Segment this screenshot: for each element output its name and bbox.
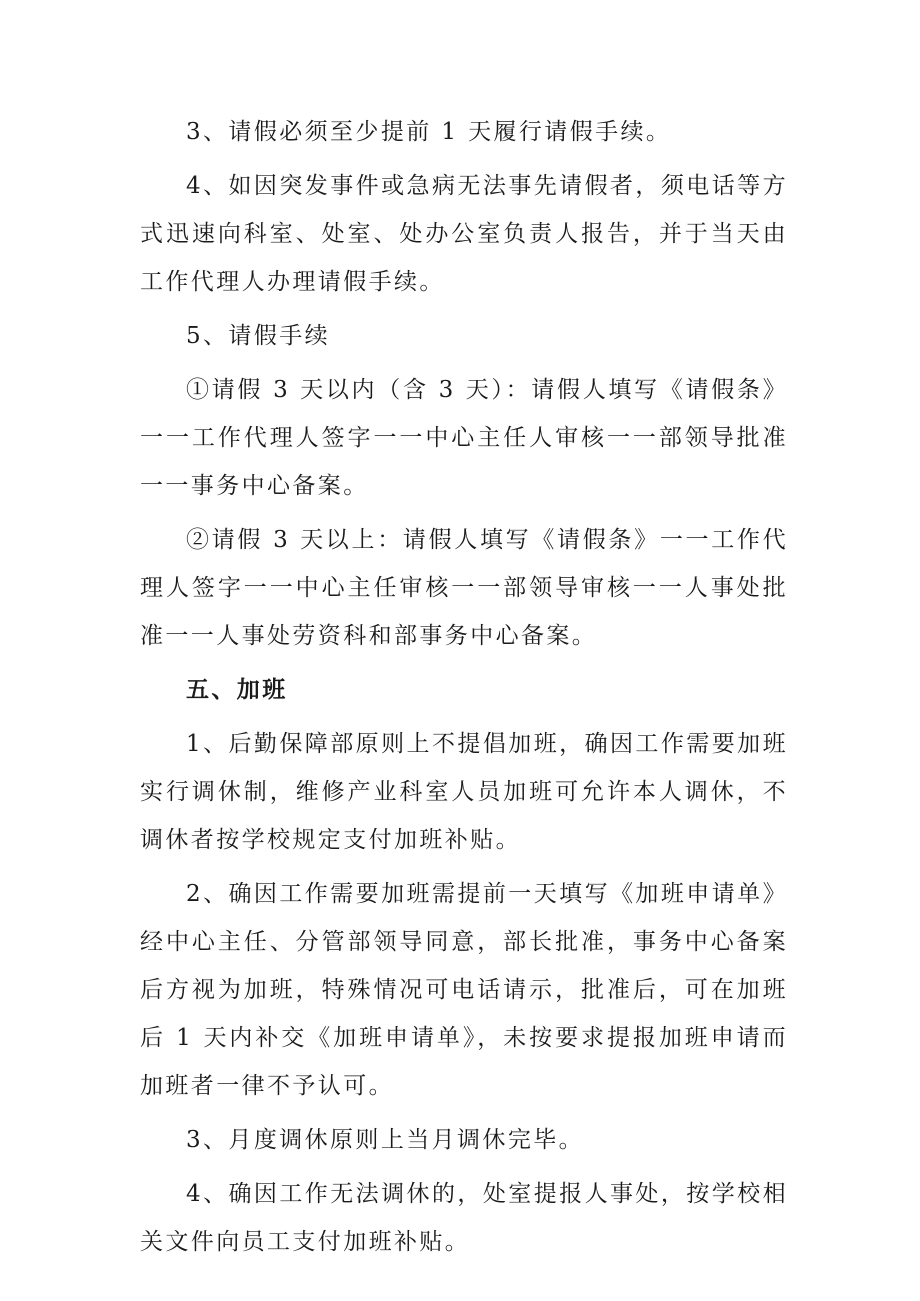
paragraph-leave-within-3-days: ①请假 3 天以内（含 3 天）：请假人填写《请假条》一一工作代理人签字一一中心主任人审核一一部领导批准一一事务中心备案。	[140, 377, 788, 499]
paragraph-leave-over-3-days: ②请假 3 天以上：请假人填写《请假条》一一工作代理人签字一一中心主任审核一一部领导审核一一人事处批准一一人事处劳资科和部事务中心备案。	[140, 527, 788, 649]
document-body	[140, 108, 788, 1266]
paragraph-emergency-leave: 4、如因突发事件或急病无法事先请假者，须电话等方式迅速向科室、处室、处办公室负责人报告，并于当天由工作代理人办理请假手续。	[140, 173, 788, 295]
paragraph-leave-advance-notice: 3、请假必须至少提前 1 天履行请假手续。	[186, 119, 672, 145]
paragraph-overtime-principle: 1、后勤保障部原则上不提倡加班，确因工作需要加班实行调休制，维修产业科室人员加班可允许本人调休，不调休者按学校规定支付加班补贴。	[140, 731, 788, 853]
paragraph-monthly-compensatory-leave: 3、月度调休原则上当月调休完毕。	[186, 1127, 585, 1153]
section-heading-overtime: 五、加班	[186, 677, 288, 703]
paragraph-overtime-subsidy: 4、确因工作无法调休的，处室提报人事处，按学校相关文件向员工支付加班补贴。	[140, 1181, 788, 1255]
paragraph-leave-procedure-title: 5、请假手续	[186, 323, 331, 349]
paragraph-overtime-application: 2、确因工作需要加班需提前一天填写《加班申请单》经中心主任、分管部领导同意，部长批准，事务中心备案后方视为加班，特殊情况可电话请示，批准后，可在加班后 1 天内补交《加班申请单》，未按要求提报加班申请而加班者一律不予认可。	[140, 881, 788, 1099]
